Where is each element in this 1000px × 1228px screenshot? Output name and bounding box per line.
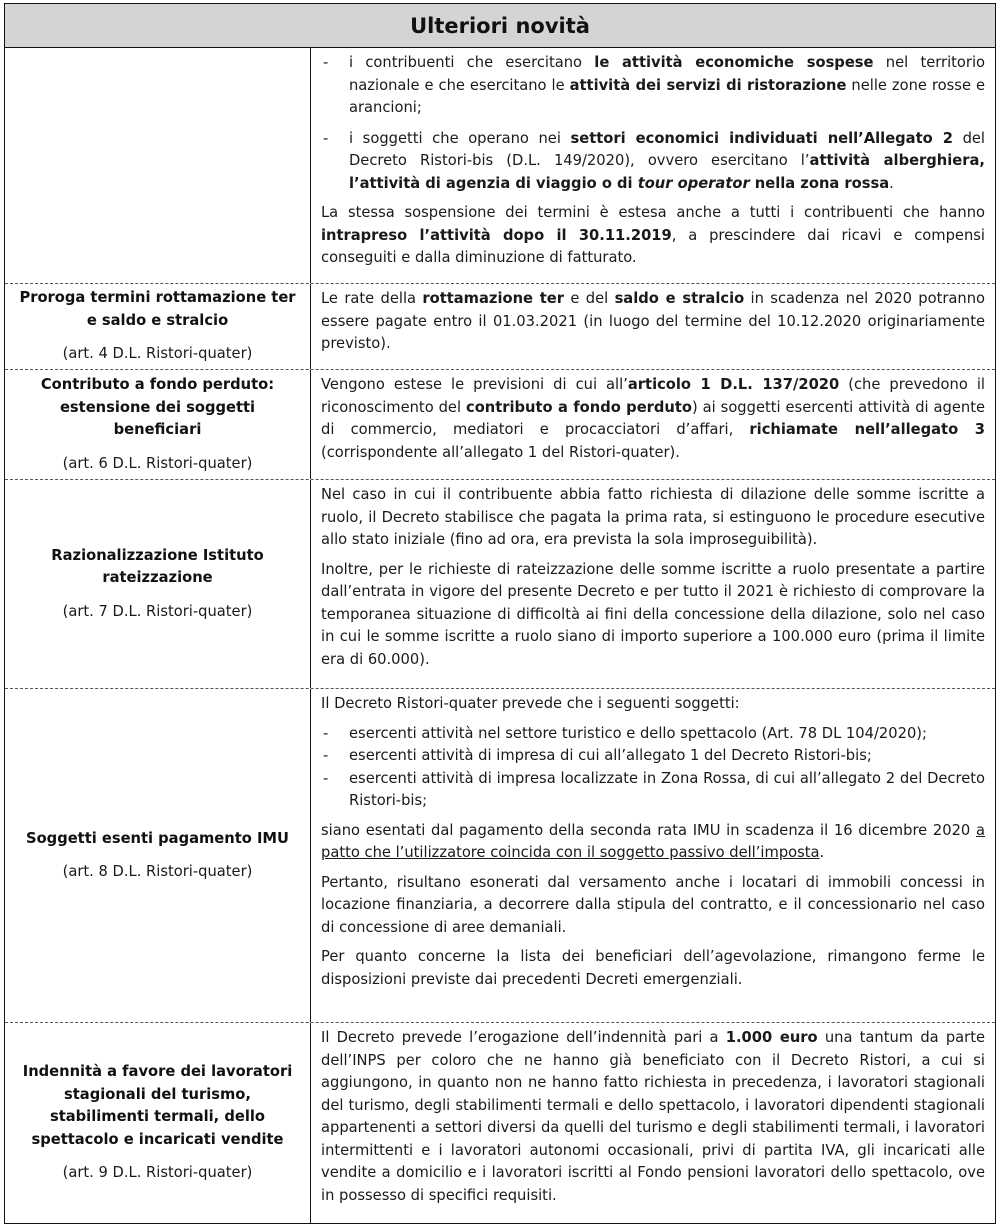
dash-bullet-icon: - (323, 129, 329, 147)
text-run: attività dei servizi di ristorazione (569, 76, 847, 94)
list-item (321, 745, 985, 768)
table-row (5, 689, 995, 1023)
row-content-cell (311, 284, 995, 369)
text-run: Nel caso in cui il contribuente abbia fatto richiesta di dilazione delle somme iscritte a ruolo, il Decreto stabilisce che pagata la prima rata, si estinguono le procedure esecutive allo stato iniziale (fino ad ora, era prevista la sola improseguibilità). (321, 486, 985, 548)
text-run: ) ai soggetti esercenti attività di agente di commercio, mediatori e procacciatori d’affari, (321, 398, 985, 438)
document-table (4, 3, 996, 1224)
row-topic-reference: (art. 6 D.L. Ristori-quater) (62, 454, 253, 472)
list-item-text (349, 52, 985, 120)
row-topic-reference: (art. 9 D.L. Ristori-quater) (62, 1164, 253, 1182)
text-run: , a prescindere dai ricavi e compensi conseguiti e dalla diminuzione di fatturato. (321, 226, 985, 266)
text-run: Il Decreto Ristori-quater prevede che i seguenti soggetti: (321, 695, 740, 712)
text-run: esercenti attività di impresa di cui all’allegato 1 del Decreto Ristori-bis; (349, 747, 872, 764)
text-run: (corrispondente all’allegato 1 del Ristori-quater). (321, 443, 680, 461)
row-content-cell (311, 370, 995, 479)
text-run: articolo 1 D.L. 137/2020 (627, 376, 840, 393)
row-content-cell (311, 1023, 995, 1223)
content-paragraph (321, 559, 985, 672)
bullet-list (321, 52, 985, 195)
table-row (5, 370, 995, 480)
table-row (5, 48, 995, 284)
content-paragraph (321, 202, 985, 270)
text-run: le attività economiche sospese (594, 54, 874, 71)
row-topic-reference: (art. 7 D.L. Ristori-quater) (62, 602, 253, 620)
text-run: Vengono estese le previsioni di cui all’ (321, 376, 628, 393)
text-run: attività alberghiera, l’attività di agenzia di viaggio o di (349, 152, 985, 192)
row-topic-cell (5, 284, 311, 369)
text-run: nella zona rossa (749, 174, 890, 192)
row-topic-cell (5, 689, 311, 1022)
content-paragraph (321, 946, 985, 991)
row-topic-reference: (art. 4 D.L. Ristori-quater) (62, 345, 253, 363)
text-run: nelle zone rosse e arancioni; (349, 76, 985, 116)
row-content-cell (311, 689, 995, 1022)
text-run: Pertanto, risultano esonerati dal versamento anche i locatari di immobili concessi in locazione finanziaria, a decorrere dalla stipula del contratto, e il concessionario nel caso di concessione di aree demaniali. (321, 873, 985, 936)
text-run: contributo a fondo perduto (465, 398, 692, 416)
row-topic-title: Soggetti esenti pagamento IMU (26, 829, 289, 847)
text-run: settori economici individuati nell’Allegato 2 (570, 129, 953, 147)
dash-bullet-icon: - (323, 54, 329, 71)
text-run: i contribuenti che esercitano (349, 54, 595, 71)
row-topic-cell (5, 370, 311, 479)
text-run: del Decreto Ristori-bis (D.L. 149/2020), ovvero esercitano l’ (349, 129, 986, 169)
text-run: Inoltre, per le richieste di rateizzazione delle somme iscritte a ruolo presentate a partire dall’entrata in vigore del presente Decreto e per tutto il 2021 è richiesto di comprovare la temporanea situazione di difficoltà ai fini della concessione della dilazione, solo nel caso in cui le somme iscritte a ruolo siano di importo superiore a 100.000 euro (prima il limite era di 60.000). (321, 560, 985, 668)
row-topic-title: Proroga termini rottamazione ter e saldo e stralcio (19, 289, 296, 329)
dash-bullet-icon: - (323, 747, 329, 764)
bullet-list (321, 723, 985, 813)
table-row (5, 284, 995, 370)
text-run: e del (564, 290, 615, 307)
list-item-text (349, 745, 985, 768)
list-item-text (349, 768, 985, 813)
row-topic-title: Razionalizzazione Istituto rateizzazione (51, 546, 264, 587)
text-run: esercenti attività di impresa localizzate in Zona Rossa, di cui all’allegato 2 del Decreto Ristori-bis; (349, 769, 985, 809)
text-run: a patto che l’utilizzatore coincida con il soggetto passivo dell’imposta (321, 821, 985, 861)
row-topic-title: Contributo a fondo perduto: estensione dei soggetti beneficiari (40, 376, 275, 438)
table-row (5, 1023, 995, 1223)
text-run: i soggetti che operano nei (349, 129, 571, 147)
content-paragraph (321, 1027, 985, 1207)
text-run: . (819, 844, 825, 861)
text-run: rottamazione ter (422, 290, 565, 307)
list-item (321, 768, 985, 813)
content-paragraph (321, 872, 985, 940)
list-item (321, 723, 985, 746)
content-paragraph (321, 484, 985, 552)
list-item-text (349, 128, 985, 196)
dash-bullet-icon: - (323, 724, 329, 742)
text-run: richiamate nell’allegato 3 (749, 421, 986, 438)
text-run: in scadenza nel 2020 potranno essere pagate entro il 01.03.2021 (in luogo del termine del 10.12.2020 originariamente previsto). (321, 290, 985, 352)
row-topic-cell (5, 1023, 311, 1223)
row-topic-cell (5, 480, 311, 688)
content-paragraph (321, 693, 985, 716)
text-run: esercenti attività nel settore turistico e dello spettacolo (Art. 78 DL 104/2020); (349, 724, 927, 742)
table-row (5, 480, 995, 689)
table-header-title: Ulteriori novità (5, 4, 995, 48)
content-paragraph (321, 288, 985, 356)
text-run: . (889, 174, 894, 192)
text-run: nel territorio nazionale e che esercitano le (349, 54, 986, 94)
row-topic-reference: (art. 8 D.L. Ristori-quater) (62, 863, 253, 880)
row-content-cell (311, 48, 995, 283)
row-content-cell (311, 480, 995, 688)
content-paragraph (321, 820, 985, 865)
list-item (321, 128, 985, 196)
text-run: 1.000 euro (725, 1029, 818, 1046)
row-topic-title: Indennità a favore dei lavoratori stagionali del turismo, stabilimenti termali, dello spettacolo e incaricati vendite (22, 1063, 293, 1148)
text-run: tour operator (637, 174, 750, 192)
text-run: una tantum da parte dell’INPS per coloro che ne hanno già beneficiato con il Decreto Ristori, a cui si aggiungono, in quanto non ne hanno fatto richiesta in precedenza, i lavoratori stagionali del turismo, degli stabilimenti termali e dello spettacolo, i lavoratori dipendenti stagionali appartenenti a settori diversi da quelli del turismo e degli stabilimenti termali, i lavoratori intermittenti e i lavoratori autonomi occasionali, privi di partita IVA, gli incaricati alle vendite a domicilio e i lavoratori iscritti al Fondo pensioni lavoratori dello spettacolo, ove in possesso di specifici requisiti. (321, 1029, 986, 1204)
text-run: (che prevedono il riconoscimento del (321, 376, 985, 416)
list-item-text (349, 723, 985, 746)
content-paragraph (321, 374, 985, 464)
text-run: intrapreso l’attività dopo il 30.11.2019 (321, 226, 672, 244)
list-item (321, 52, 985, 120)
text-run: siano esentati dal pagamento della seconda rata IMU in scadenza il 16 dicembre 2020 (321, 821, 976, 839)
text-run: Il Decreto prevede l’erogazione dell’indennità pari a (321, 1029, 726, 1046)
row-topic-cell (5, 48, 311, 283)
text-run: saldo e stralcio (614, 290, 745, 307)
text-run: La stessa sospensione dei termini è estesa anche a tutti i contribuenti che hanno (321, 204, 985, 221)
text-run: Le rate della (321, 290, 423, 307)
dash-bullet-icon: - (323, 769, 329, 787)
text-run: Per quanto concerne la lista dei beneficiari dell’agevolazione, rimangono ferme le disposizioni previste dai precedenti Decreti emergenziali. (321, 948, 985, 988)
